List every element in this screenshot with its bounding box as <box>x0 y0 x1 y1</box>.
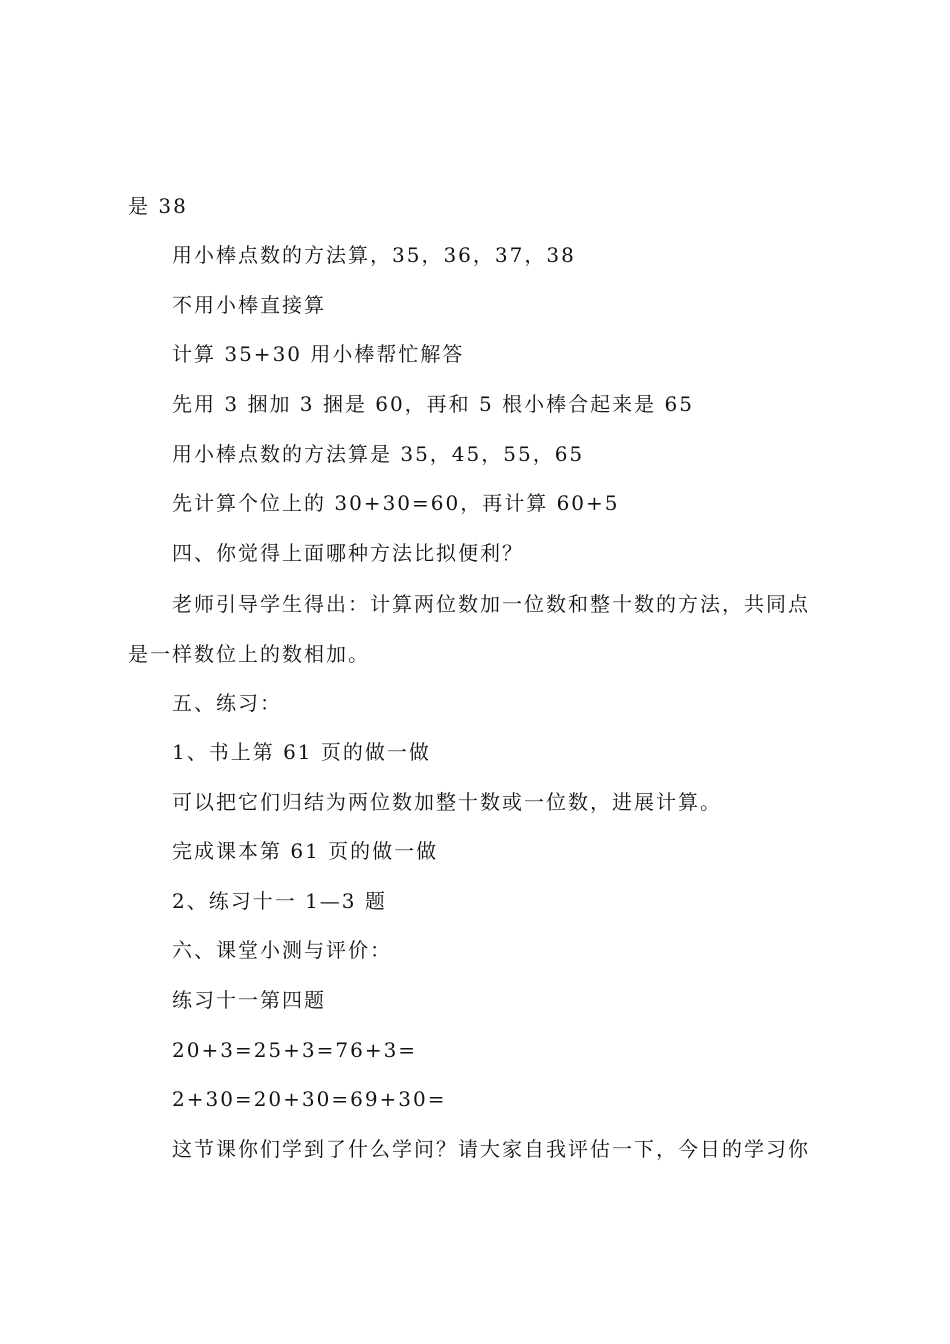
text-line: 可以把它们归结为两位数加整十数或一位数，进展计算。 <box>172 790 722 814</box>
text-line: 练习十一第四题 <box>172 988 326 1012</box>
text-line: 老师引导学生得出：计算两位数加一位数和整十数的方法，共同点 <box>172 592 810 616</box>
text-line: 用小棒点数的方法算，35，36，37，38 <box>172 243 576 267</box>
text-line: 完成课本第 61 页的做一做 <box>172 839 439 863</box>
text-line: 先计算个位上的 30+30=60，再计算 60+5 <box>172 491 620 515</box>
text-line: 先用 3 捆加 3 捆是 60，再和 5 根小棒合起来是 65 <box>172 392 694 416</box>
section-heading: 五、练习： <box>172 691 282 715</box>
text-line: 是一样数位上的数相加。 <box>128 642 370 666</box>
text-line: 是 38 <box>128 194 188 218</box>
text-line: 计算 35+30 用小棒帮忙解答 <box>172 342 465 366</box>
section-heading: 四、你觉得上面哪种方法比拟便利？ <box>172 541 524 565</box>
math-line: 20+3=25+3=76+3= <box>172 1038 418 1062</box>
text-line: 这节课你们学到了什么学问？请大家自我评估一下，今日的学习你 <box>172 1137 810 1161</box>
text-line: 2、练习十一 1—3 题 <box>172 889 387 913</box>
section-heading: 六、课堂小测与评价： <box>172 938 392 962</box>
text-line: 1、书上第 61 页的做一做 <box>172 740 431 764</box>
text-line: 不用小棒直接算 <box>172 293 326 317</box>
math-line: 2+30=20+30=69+30= <box>172 1087 447 1111</box>
text-line: 用小棒点数的方法算是 35，45，55，65 <box>172 442 585 466</box>
